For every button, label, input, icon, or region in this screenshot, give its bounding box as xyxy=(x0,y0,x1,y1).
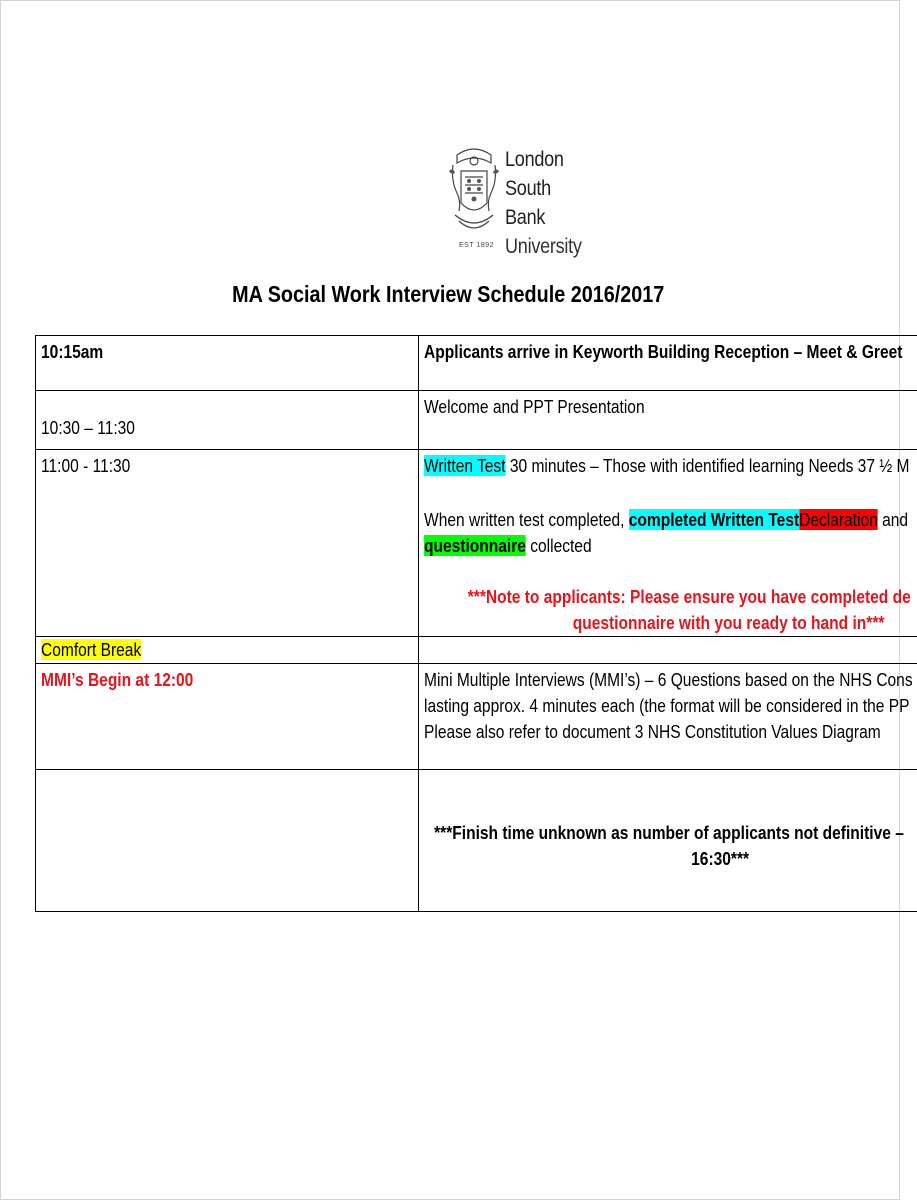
logo-line-3: University xyxy=(505,235,582,258)
written-test-line: Written Test 30 minutes – Those with identified learning Needs 37 ½ M xyxy=(424,455,910,476)
crest-icon xyxy=(447,141,501,237)
time-cell xyxy=(36,637,357,663)
activity-cell: Applicants arrive in Keyworth Building Reception – Meet & Greet xyxy=(424,341,903,362)
finish-line-1: ***Finish time unknown as number of applicants not definitive – xyxy=(434,822,904,843)
time-cell xyxy=(36,770,357,773)
activity-cell: Welcome and PPT Presentation xyxy=(424,396,645,417)
completed-written-test-highlight: completed Written Test xyxy=(628,509,800,530)
activity-cell xyxy=(419,637,837,640)
table-row xyxy=(36,336,917,391)
finish-line-2: 16:30*** xyxy=(691,848,750,869)
mmi-line-2: lasting approx. 4 minutes each (the format will be considered in the PP xyxy=(424,695,910,716)
table-row xyxy=(36,450,917,637)
schedule-table xyxy=(35,335,917,912)
note-line-2: questionnaire with you ready to hand in*** xyxy=(572,612,885,633)
table-row xyxy=(36,391,917,450)
questionnaire-highlight: questionnaire xyxy=(424,535,526,556)
table-row xyxy=(36,770,917,912)
questionnaire-line: questionnaire collected xyxy=(424,535,592,556)
activity-cell xyxy=(419,450,911,636)
written-test-highlight: Written Test xyxy=(424,455,506,476)
logo-wordmark xyxy=(505,145,593,261)
activity-cell xyxy=(419,664,913,745)
logo-established: EST 1892 xyxy=(459,242,495,249)
time-cell: 11:00 - 11:30 xyxy=(41,455,131,476)
table-row xyxy=(36,664,917,770)
logo-line-2: South Bank xyxy=(505,177,551,229)
time-cell: 10:15am xyxy=(41,341,104,362)
mmi-line-3: Please also refer to document 3 NHS Constitution Values Diagram xyxy=(424,721,881,742)
time-cell: MMI’s Begin at 12:00 xyxy=(41,669,194,690)
time-cell: 10:30 – 11:30 xyxy=(41,417,135,438)
comfort-break-highlight: Comfort Break xyxy=(41,639,142,660)
mmi-line-1: Mini Multiple Interviews (MMI’s) – 6 Questions based on the NHS Cons xyxy=(424,669,913,690)
university-logo xyxy=(447,139,607,258)
declaration-highlight: Declaration xyxy=(799,509,878,530)
logo-line-1: London xyxy=(505,148,564,171)
page-title: MA Social Work Interview Schedule 2016/2017 xyxy=(232,281,665,307)
table-row xyxy=(36,637,917,664)
note-line-1: ***Note to applicants: Please ensure you have completed de xyxy=(467,586,911,607)
completion-line: When written test completed, completed Written TestDeclaration and xyxy=(424,509,908,530)
activity-cell xyxy=(419,770,904,872)
